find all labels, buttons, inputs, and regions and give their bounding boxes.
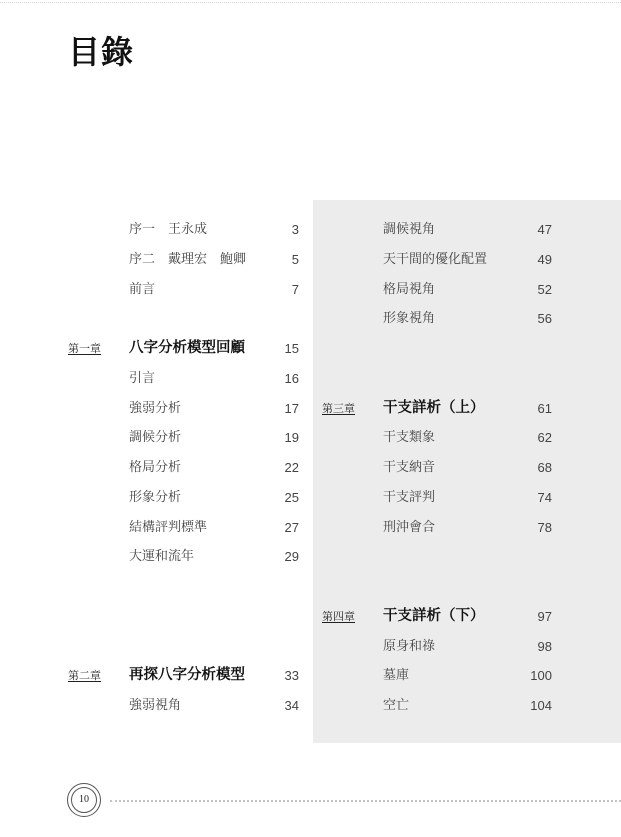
chapter-title: 干支詳析（下） (383, 606, 485, 624)
toc-entry-row[interactable] (313, 484, 621, 514)
entry-title: 形象視角 (383, 311, 436, 327)
entry-title: 空亡 (383, 698, 410, 713)
entry-page-number: 97 (537, 608, 552, 624)
chapter-title: 干支詳析（上） (383, 398, 485, 416)
toc-chapter-row[interactable] (0, 335, 306, 365)
entry-page-number: 5 (291, 251, 299, 267)
toc-entry-row[interactable] (313, 276, 621, 306)
toc-spacer (313, 365, 621, 395)
page-number-badge (67, 783, 101, 817)
entry-page-number: 61 (537, 400, 552, 416)
top-dotted-rule (0, 2, 621, 3)
toc-right-column (313, 216, 621, 722)
entry-page-number: 34 (284, 698, 299, 713)
toc-entry-row[interactable] (0, 246, 306, 276)
toc-entry-row[interactable] (0, 484, 306, 514)
entry-title: 干支納音 (383, 460, 436, 475)
toc-entry-row[interactable] (0, 395, 306, 425)
page-number: 10 (79, 794, 89, 805)
entry-page-number: 62 (537, 430, 552, 446)
entry-page-number: 98 (537, 638, 552, 654)
entry-page-number: 25 (284, 489, 299, 505)
entry-title: 前言 (129, 281, 156, 297)
entry-title: 序一 王永成 (129, 222, 208, 237)
page-number-badge-inner (71, 787, 97, 813)
chapter-title: 再探八字分析模型 (129, 666, 245, 684)
toc-chapter-row[interactable] (313, 395, 621, 425)
toc-entry-row[interactable] (313, 424, 621, 454)
entry-page-number: 100 (530, 668, 552, 684)
entry-page-number: 15 (284, 341, 299, 356)
entry-page-number: 52 (537, 281, 552, 297)
entry-page-number: 7 (291, 281, 299, 297)
footer-dotted-rule (110, 800, 621, 802)
toc-entry-row[interactable] (0, 365, 306, 395)
toc-left-column (0, 216, 306, 722)
entry-title: 結構評判標準 (129, 519, 208, 535)
toc-entry-row[interactable] (313, 454, 621, 484)
toc-entry-row[interactable] (0, 543, 306, 573)
entry-title: 引言 (129, 370, 156, 386)
toc-spacer (313, 573, 621, 603)
chapter-label: 第四章 (322, 609, 355, 623)
entry-title: 格局分析 (129, 460, 182, 475)
entry-page-number: 68 (537, 460, 552, 475)
toc-entry-row[interactable] (313, 216, 621, 246)
chapter-title: 八字分析模型回顧 (129, 339, 245, 356)
entry-page-number: 27 (284, 519, 299, 535)
toc-chapter-row[interactable] (0, 662, 306, 692)
toc-spacer (313, 543, 621, 573)
chapter-label: 第三章 (322, 401, 355, 415)
entry-title: 干支評判 (383, 489, 436, 505)
toc-chapter-row[interactable] (313, 603, 621, 633)
toc-entry-row[interactable] (313, 305, 621, 335)
toc-spacer (0, 633, 306, 663)
toc-entry-row[interactable] (313, 662, 621, 692)
toc-spacer (0, 573, 306, 603)
entry-title: 格局視角 (383, 281, 436, 297)
entry-page-number: 104 (530, 698, 552, 713)
toc-entry-row[interactable] (313, 633, 621, 663)
entry-title: 干支類象 (383, 430, 436, 446)
entry-page-number: 74 (537, 489, 552, 505)
entry-page-number: 47 (537, 222, 552, 237)
toc-entry-row[interactable] (0, 454, 306, 484)
entry-page-number: 49 (537, 251, 552, 267)
toc-spacer (0, 305, 306, 335)
toc-entry-row[interactable] (313, 692, 621, 722)
toc-spacer (313, 335, 621, 365)
toc-entry-row[interactable] (0, 424, 306, 454)
toc-entry-row[interactable] (0, 276, 306, 306)
entry-title: 墓庫 (383, 668, 410, 684)
entry-page-number: 19 (284, 430, 299, 446)
toc-entry-row[interactable] (0, 692, 306, 722)
entry-page-number: 17 (284, 400, 299, 416)
toc-spacer (0, 603, 306, 633)
entry-title: 刑沖會合 (383, 519, 436, 535)
toc-entry-row[interactable] (313, 514, 621, 544)
entry-title: 強弱分析 (129, 400, 182, 416)
entry-title: 天干間的優化配置 (383, 251, 488, 267)
entry-page-number: 33 (284, 668, 299, 684)
toc-entry-row[interactable] (0, 514, 306, 544)
toc-entry-row[interactable] (313, 246, 621, 276)
entry-page-number: 22 (284, 460, 299, 475)
entry-page-number: 3 (291, 222, 299, 237)
entry-page-number: 16 (284, 370, 299, 386)
entry-title: 形象分析 (129, 489, 182, 505)
entry-title: 序二 戴理宏 鮑卿 (129, 251, 247, 267)
entry-page-number: 78 (537, 519, 552, 535)
entry-title: 調候分析 (129, 430, 182, 446)
entry-title: 原身和祿 (383, 638, 436, 654)
toc-entry-row[interactable] (0, 216, 306, 246)
entry-title: 強弱視角 (129, 698, 182, 713)
chapter-label: 第二章 (68, 669, 101, 683)
entry-title: 調候視角 (383, 222, 436, 237)
page-title: 目錄 (68, 33, 135, 71)
entry-title: 大運和流年 (129, 549, 195, 565)
entry-page-number: 56 (537, 311, 552, 327)
chapter-label: 第一章 (68, 342, 101, 355)
entry-page-number: 29 (284, 549, 299, 565)
